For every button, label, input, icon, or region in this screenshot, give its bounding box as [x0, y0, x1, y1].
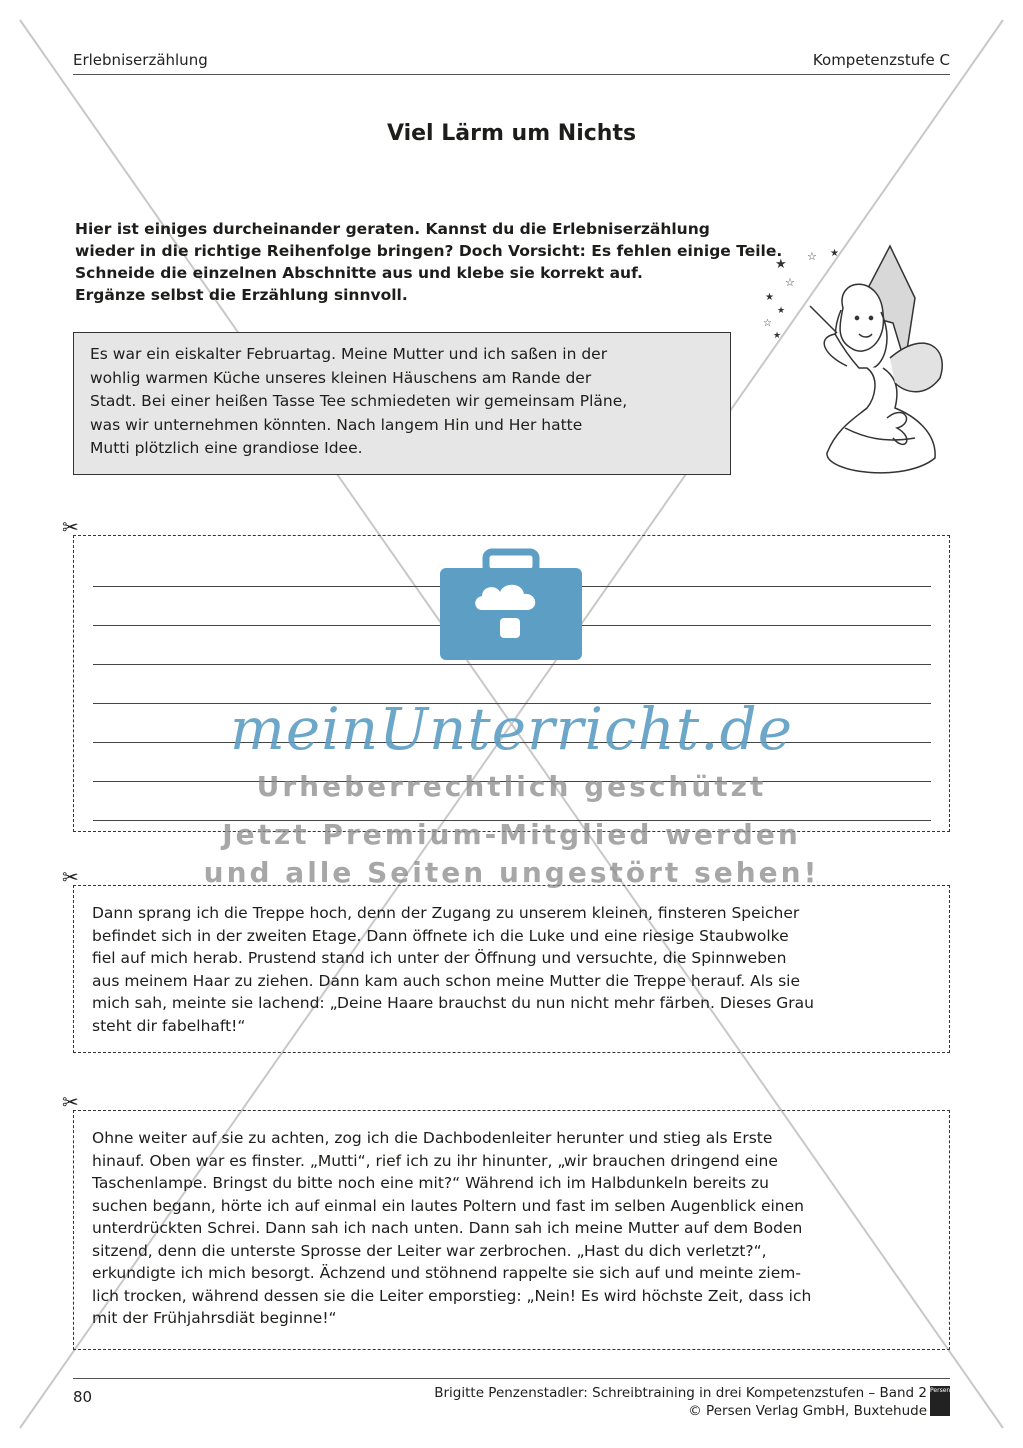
- header-left: Erlebniserzählung: [73, 51, 208, 69]
- briefcase-cloud-icon: [436, 548, 586, 663]
- header-right: Kompetenzstufe C: [812, 51, 950, 69]
- story-line: Ohne weiter auf sie zu achten, zog ich die Dachbodenleiter herunter und stieg als Erste: [92, 1129, 773, 1147]
- story-line: fiel auf mich herab. Prustend stand ich unter der Öffnung und versuchte, die Spinnweben: [92, 949, 787, 967]
- intro-line: Stadt. Bei einer heißen Tasse Tee schmiedeten wir gemeinsam Pläne,: [90, 392, 628, 410]
- scissors-icon: ✂: [62, 865, 79, 889]
- story-line: sitzend, denn die unterste Sprosse der Leiter war zerbrochen. „Hast du dich verletzt?“,: [92, 1241, 767, 1260]
- page-number: 80: [73, 1388, 93, 1406]
- header-rule: [73, 74, 950, 75]
- story-line: steht dir fabelhaft!“: [92, 1016, 246, 1035]
- svg-text:☆: ☆: [807, 250, 817, 263]
- watermark-line-3: und alle Seiten ungestört sehen!: [203, 856, 820, 889]
- watermark-line-1: Urheberrechtlich geschützt: [256, 770, 767, 803]
- instruction-line: Ergänze selbst die Erzählung sinnvoll.: [75, 286, 408, 304]
- story-line: mit der Frühjahrsdiät beginne!“: [92, 1309, 337, 1327]
- story-line: aus meinem Haar zu ziehen. Dann kam auch schon meine Mutter die Treppe herauf. Als sie: [92, 971, 800, 990]
- svg-text:☆: ☆: [785, 276, 795, 289]
- page-title: Viel Lärm um Nichts: [386, 121, 637, 146]
- watermark-line-2: Jetzt Premium-Mitglied werden: [222, 818, 801, 851]
- instruction-line: Hier ist einiges durcheinander geraten. Kannst du die Erlebniserzählung: [75, 220, 710, 238]
- story-section-3: [73, 1110, 950, 1350]
- svg-text:★: ★: [777, 306, 786, 316]
- story-line: erkundigte ich mich besorgt. Ächzend und stöhnend rappelte sie sich auf und meinte ziem-: [92, 1264, 801, 1282]
- story-line: lich trocken, während dessen sie die Leiter emporstieg: „Nein! Es wird höchste Zeit, dass ich: [92, 1286, 812, 1305]
- story-line: befindet sich in der zweiten Etage. Dann öffnete ich die Luke und eine riesige Staubwolke: [92, 926, 789, 945]
- footer-credit: [227, 1384, 927, 1420]
- instructions: [75, 218, 815, 306]
- scissors-icon: ✂: [62, 1090, 79, 1114]
- story-line: hinauf. Oben war es finster. „Mutti“, rief ich zu ihr hinunter, „wir brauchen dringend eine: [92, 1151, 778, 1170]
- story-line: mich sah, meinte sie lachend: „Deine Haare brauchst du nun nicht mehr färben. Dieses Grau: [92, 994, 814, 1012]
- intro-line: was wir unternehmen könnten. Nach langem Hin und Her hatte: [90, 415, 583, 434]
- story-line: unterdrückten Schrei. Dann sah ich nach unten. Dann sah ich meine Mutter auf dem Boden: [92, 1219, 803, 1237]
- publisher-logo-text: Persen: [930, 1387, 950, 1394]
- intro-line: wohlig warmen Küche unseres kleinen Häuschens am Rande der: [90, 368, 592, 387]
- svg-text:★: ★: [775, 257, 787, 272]
- story-line: Dann sprang ich die Treppe hoch, denn der Zugang zu unserem kleinen, finsteren Speicher: [92, 904, 800, 922]
- svg-text:☆: ☆: [763, 318, 772, 329]
- intro-line: Mutti plötzlich eine grandiose Idee.: [90, 439, 363, 457]
- story-section-2: [73, 885, 950, 1053]
- footer-credit-line-1: Brigitte Penzenstadler: Schreibtraining in drei Kompetenzstufen – Band 2: [434, 1385, 927, 1401]
- svg-text:★: ★: [773, 331, 782, 341]
- story-line: Taschenlampe. Bringst du bitte noch eine mit?“ Während ich im Halbdunkeln bereits zu: [92, 1174, 769, 1192]
- publisher-logo: [930, 1386, 950, 1416]
- svg-text:★: ★: [765, 292, 774, 303]
- instruction-line: wieder in die richtige Reihenfolge bringen? Doch Vorsicht: Es fehlen einige Teile.: [75, 242, 783, 260]
- story-line: suchen begann, hörte ich auf einmal ein lautes Poltern und fast im selben Augenblick einen: [92, 1196, 804, 1215]
- watermark-brand: meinUnterricht.de: [229, 695, 794, 763]
- svg-text:★: ★: [830, 248, 839, 259]
- fairy-illustration: [755, 238, 955, 488]
- footer-rule: [73, 1378, 950, 1379]
- intro-text-box: [73, 332, 731, 475]
- intro-line: Es war ein eiskalter Februartag. Meine Mutter und ich saßen in der: [90, 345, 608, 363]
- footer-credit-line-2: © Persen Verlag GmbH, Buxtehude: [688, 1403, 927, 1419]
- writing-line: [93, 664, 931, 665]
- instruction-line: Schneide die einzelnen Abschnitte aus und klebe sie korrekt auf.: [75, 264, 643, 282]
- scissors-icon: ✂: [62, 515, 79, 539]
